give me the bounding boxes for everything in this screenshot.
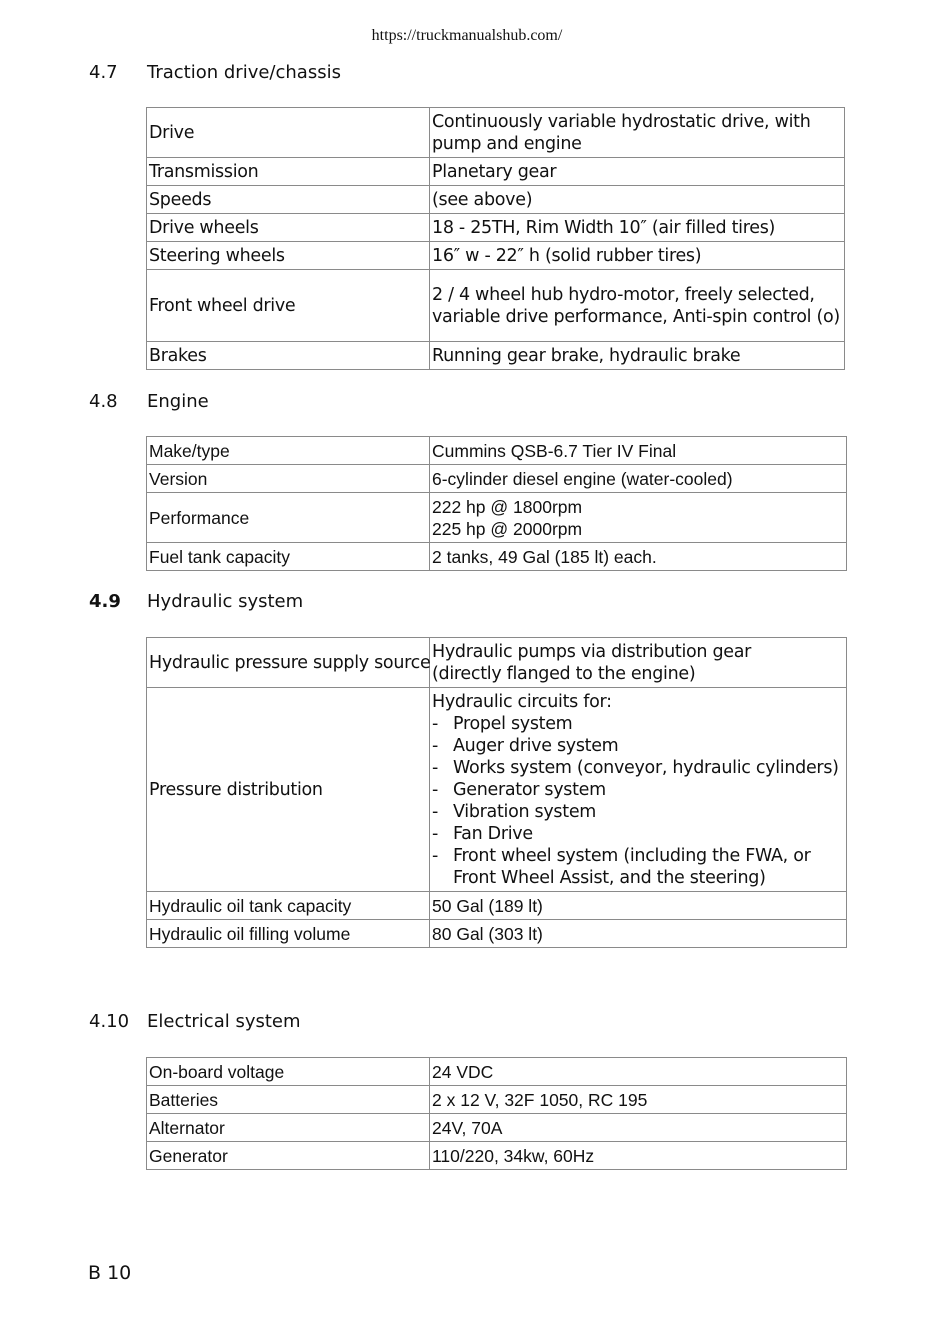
- section-heading-hydraulic: [89, 591, 303, 612]
- table-row: [147, 1086, 847, 1114]
- row-key: Hydraulic oil filling volume: [147, 920, 430, 948]
- list-item: - Auger drive system: [432, 735, 844, 757]
- row-key: Transmission: [147, 158, 430, 186]
- table-row: [147, 270, 845, 342]
- row-key: Drive wheels: [147, 214, 430, 242]
- table-row: [147, 543, 847, 571]
- page-number: B 10: [88, 1262, 132, 1284]
- row-value: Planetary gear: [430, 158, 845, 186]
- row-value: 6-cylinder diesel engine (water-cooled): [430, 465, 847, 493]
- row-value: 2 tanks, 49 Gal (185 lt) each.: [430, 543, 847, 571]
- table-row: [147, 214, 845, 242]
- section-title: Traction drive/chassis: [147, 62, 341, 83]
- table-row: [147, 437, 847, 465]
- list-item: - Generator system: [432, 779, 844, 801]
- row-key: On-board voltage: [147, 1058, 430, 1086]
- row-value: 24V, 70A: [430, 1114, 847, 1142]
- row-key: Hydraulic pressure supply source: [147, 638, 430, 688]
- row-key: Make/type: [147, 437, 430, 465]
- section-number: 4.7: [89, 62, 118, 83]
- row-key: Drive: [147, 108, 430, 158]
- row-key: Hydraulic oil tank capacity: [147, 892, 430, 920]
- row-value: Continuously variable hydrostatic drive, with pump and engine: [430, 108, 845, 158]
- value-line: (directly flanged to the engine): [432, 663, 696, 684]
- section-number: 4.8: [89, 391, 118, 412]
- table-row: [147, 493, 847, 543]
- hydraulic-spec-table: [146, 637, 847, 948]
- table-row: [147, 242, 845, 270]
- list-item: - Fan Drive: [432, 823, 844, 845]
- row-value: 16″ w - 22″ h (solid rubber tires): [430, 242, 845, 270]
- row-key: Performance: [147, 493, 430, 543]
- table-row: [147, 158, 845, 186]
- circuits-intro: Hydraulic circuits for:: [432, 691, 612, 712]
- row-value: 2 x 12 V, 32F 1050, RC 195: [430, 1086, 847, 1114]
- traction-spec-table: [146, 107, 845, 370]
- section-title: Electrical system: [147, 1011, 301, 1032]
- section-number: 4.9: [89, 591, 121, 612]
- section-heading-electrical: [89, 1011, 301, 1032]
- section-heading-traction: [89, 62, 341, 83]
- value-line: Hydraulic pumps via distribution gear: [432, 641, 752, 662]
- row-key: Brakes: [147, 342, 430, 370]
- table-row: [147, 1114, 847, 1142]
- table-row: [147, 1058, 847, 1086]
- row-value: (see above): [430, 186, 845, 214]
- header-url: https://truckmanualshub.com/: [371, 27, 563, 44]
- row-value: 110/220, 34kw, 60Hz: [430, 1142, 847, 1170]
- row-key: Batteries: [147, 1086, 430, 1114]
- row-value: 50 Gal (189 lt): [430, 892, 847, 920]
- electrical-spec-table: [146, 1057, 847, 1170]
- table-row: [147, 920, 847, 948]
- list-item: - Propel system: [432, 713, 844, 735]
- table-row: [147, 186, 845, 214]
- row-value: [430, 638, 847, 688]
- row-key: Version: [147, 465, 430, 493]
- row-value: Cummins QSB-6.7 Tier IV Final: [430, 437, 847, 465]
- value-line: 225 hp @ 2000rpm: [432, 518, 583, 539]
- list-item: - Front wheel system (including the FWA, or Front Wheel Assist, and the steering): [432, 845, 844, 889]
- value-line: 222 hp @ 1800rpm: [432, 496, 583, 517]
- row-key: Speeds: [147, 186, 430, 214]
- row-key: Pressure distribution: [147, 688, 430, 892]
- row-key: Generator: [147, 1142, 430, 1170]
- section-number: 4.10: [89, 1011, 130, 1032]
- row-value: 18 - 25TH, Rim Width 10″ (air filled tires): [430, 214, 845, 242]
- table-row: [147, 638, 847, 688]
- row-key: Fuel tank capacity: [147, 543, 430, 571]
- list-item: - Works system (conveyor, hydraulic cylinders): [432, 757, 844, 779]
- row-key: Steering wheels: [147, 242, 430, 270]
- section-title: Engine: [147, 391, 209, 412]
- engine-spec-table: [146, 436, 847, 571]
- row-key: Front wheel drive: [147, 270, 430, 342]
- table-row: [147, 342, 845, 370]
- row-value: 24 VDC: [430, 1058, 847, 1086]
- row-value: 80 Gal (303 lt): [430, 920, 847, 948]
- table-row: [147, 1142, 847, 1170]
- list-item: - Vibration system: [432, 801, 844, 823]
- row-value: [430, 493, 847, 543]
- section-heading-engine: [89, 391, 209, 412]
- row-value: [430, 688, 847, 892]
- table-row: [147, 108, 845, 158]
- row-value: Running gear brake, hydraulic brake: [430, 342, 845, 370]
- table-row: [147, 465, 847, 493]
- row-key: Alternator: [147, 1114, 430, 1142]
- table-row: [147, 892, 847, 920]
- circuit-list: [432, 713, 844, 889]
- row-value: 2 / 4 wheel hub hydro-motor, freely selected, variable drive performance, Anti-spin control (o): [430, 270, 845, 342]
- table-row: [147, 688, 847, 892]
- section-title: Hydraulic system: [147, 591, 304, 612]
